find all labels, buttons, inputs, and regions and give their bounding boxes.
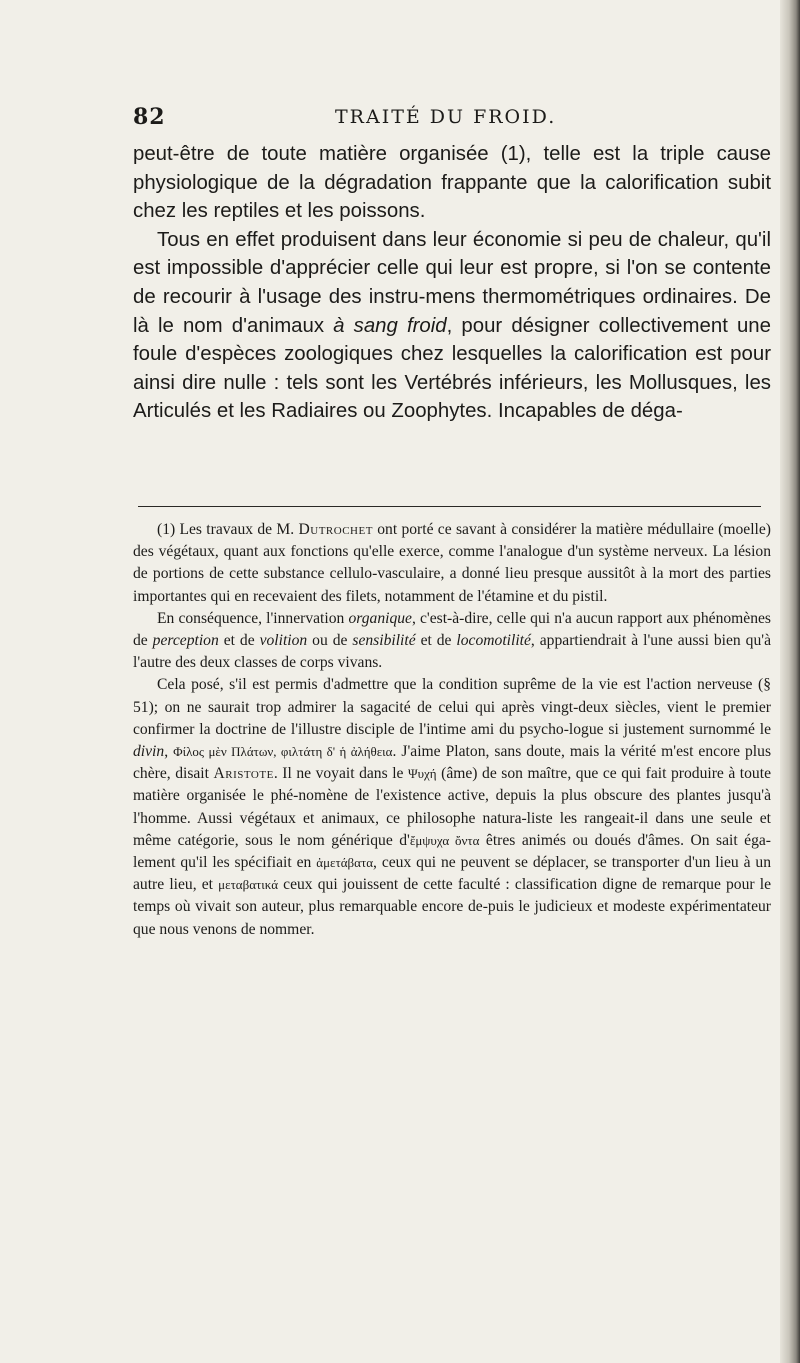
running-head [133, 104, 771, 134]
text-run: . J'aime Platon, sans doute, mais la vérité m'est encore plus chère, disait [133, 743, 772, 783]
emphasis-term: divin [133, 743, 165, 761]
text-run: , appartiendrait à l'une aussi bien qu'à l'autre des deux classes de corps vivans. [133, 632, 771, 672]
text-run: Cela posé, s'il est permis d'admettre que la condition suprême de la vie est l'action nerveuse (§ 51); on ne saurait trop admirer la sagacité de celui qui après vingt-deux siècles, vient le premier confirmer la doctrine de l'illustre disciple de l'intime ami du psycho-logue si justement surnommé le [133, 676, 771, 738]
text-run: , [164, 743, 174, 761]
text-run: , c'est-à-dire, celle qui n'a aucun rapport aux phénomènes de [133, 609, 772, 650]
page-number: 82 [133, 104, 166, 130]
emphasis-term: sensibilité [352, 632, 416, 650]
footnote-paragraph-1 [133, 519, 771, 608]
text-run: et de [218, 632, 260, 650]
text-run: , pour désigner collectivement une foule d'espèces zoologiques chez lesquelles la calorification est pour ainsi dire nulle : tels sont les Vertébrés inférieurs, les Mollusques, les Articulés et les Radiaires ou Zoophytes. Incapables de déga- [133, 314, 771, 423]
main-text [133, 140, 771, 426]
author-name: Dutrochet [298, 521, 373, 538]
author-name: Aristote [213, 765, 274, 783]
emphasis-term: perception [152, 632, 219, 650]
text-run: (âme) de son maître, que ce qui fait produire à toute matière organisée le phé-nomène de l'existence active, depuis la plus obscure des plantes jusqu'à l'homme. Aussi végétaux et animaux, ce philosophe natura-liste les rangeait-il dans une seule et même catégorie, sous le nom générique d' [133, 765, 771, 849]
text-run: , ceux qui ne peuvent se déplacer, se transporter d'un lieu à un autre lieu, et [133, 854, 772, 894]
emphasis-term: volition [259, 632, 308, 650]
text-run: et de [415, 632, 457, 650]
paragraph-1 [133, 140, 771, 226]
footnote-separator [138, 506, 761, 507]
text-run: ou de [307, 632, 353, 650]
emphasis-term: à sang froid [333, 314, 447, 337]
page-binding-edge [780, 0, 800, 1363]
greek-word: Ψυχή [408, 766, 437, 782]
text-run: peut-être de toute matière organisée (1), telle est la triple cause physiologique de la dégradation frappante que la calorification subit chez les reptiles et les poissons. [133, 143, 771, 223]
text-run: Tous en effet produisent dans leur économie si peu de chaleur, qu'il est impossible d'apprécier celle qui leur est propre, si l'on se contente de recourir à l'usage des instru-mens thermométriques ordinaires. De là le nom d'animaux [133, 228, 771, 337]
footnote [133, 519, 771, 941]
greek-word: ἀμετάβατα [316, 855, 374, 871]
footnote-paragraph-2 [133, 608, 771, 675]
greek-word: ἔμψυχα ὄντα [409, 832, 480, 848]
text-run: ceux qui jouissent de cette faculté : classification digne de remarque pour le temps où vivait son auteur, plus remarquable encore de-puis le judicieux et modeste expérimentateur que nous venons de nommer. [133, 876, 771, 938]
text-run: . Il ne voyait dans le [273, 765, 408, 783]
text-run: En conséquence, l'innervation [157, 609, 349, 627]
footnote-paragraph-3 [133, 674, 771, 940]
paragraph-2 [133, 226, 771, 426]
greek-word: μεταβατικά [218, 877, 279, 893]
text-run: ont porté ce savant à considérer la matière médullaire (moelle) des végétaux, quant aux fonctions qu'elle exerce, comme l'analogue d'un système nerveux. La lésion de portions de cette substance cellulo-vasculaire, a donné lieu presque aussitôt à la mort des parties importantes qui en recevaient des filets, notamment de l'étamine et du pistil. [133, 521, 771, 605]
text-run: (1) Les travaux de M. [157, 521, 299, 538]
text-run: êtres animés ou doués d'âmes. On sait éga-lement qu'il les spécifiait en [133, 831, 771, 872]
greek-quote: Φίλος μὲν Πλάτων, φιλτάτη δ' ἡ ἀλήθεια [173, 744, 393, 760]
emphasis-term: locomotilité [456, 632, 531, 650]
running-title: TRAITÉ DU FROID. [335, 106, 557, 128]
emphasis-term: organique [348, 609, 412, 627]
